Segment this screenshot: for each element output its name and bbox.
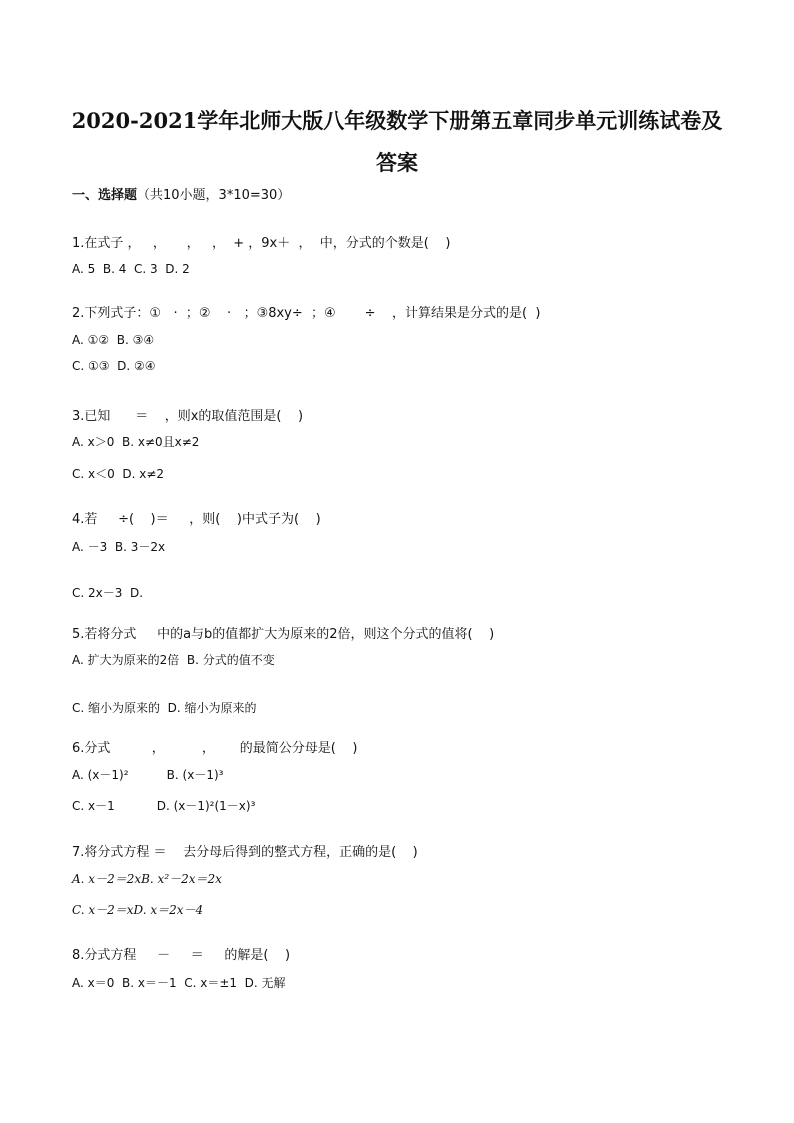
question-1-stem: 1.在式子 ， ， ， ， + ，9x＋ ， 中，分式的个数是( ) (72, 236, 451, 251)
question-3-stem: 3.已知 ＝ ，则x的取值范围是( ) (72, 409, 304, 424)
question-4-stem: 4.若 ÷( )＝ ，则( )中式子为( ) (72, 512, 321, 527)
question-3-options-row-1: A. x＞0 B. x≠0且x≠2 (72, 435, 200, 449)
question-7-options-row-1: A. x－2＝2xB. x²－2x＝2x (72, 872, 222, 886)
document-title-line-1: 2020-2021学年北师大版八年级数学下册第五章同步单元训练试卷及 (71, 108, 723, 133)
section-label: 一、选择题 (72, 188, 138, 203)
question-4-options-row-2: C. 2x－3 D. (72, 586, 144, 600)
question-6-stem: 6.分式 ， ， 的最简公分母是( ) (72, 741, 358, 756)
question-1-options: A. 5 B. 4 C. 3 D. 2 (72, 262, 190, 276)
question-7-options-row-2: C. x－2＝xD. x＝2x－4 (72, 903, 204, 917)
question-6-options-row-1: A. (x－1)² B. (x－1)³ (72, 768, 224, 782)
question-8-options: A. x＝0 B. x＝－1 C. x＝±1 D. 无解 (72, 976, 286, 990)
question-7-stem: 7.将分式方程 ＝ 去分母后得到的整式方程，正确的是( ) (72, 845, 418, 860)
question-5-options-row-1: A. 扩大为原来的2倍 B. 分式的值不变 (72, 653, 275, 667)
question-3-options-row-2: C. x＜0 D. x≠2 (72, 467, 165, 481)
section-heading (72, 188, 290, 204)
question-6-options-row-2: C. x－1 D. (x－1)²(1－x)³ (72, 799, 256, 813)
question-8-stem: 8.分式方程 － ＝ 的解是( ) (72, 948, 291, 963)
question-2-options-row-1: A. ①② B. ③④ (72, 333, 155, 347)
document-title-line-2: 答案 (376, 150, 418, 175)
question-2-stem: 2.下列式子：① · ；② · ；③8xy÷ ；④ ÷ ，计算结果是分式的是( ) (72, 306, 541, 321)
section-note: （共10小题，3*10=30） (137, 188, 291, 203)
question-5-stem: 5.若将分式 中的a与b的值都扩大为原来的2倍，则这个分式的值将( ) (72, 627, 495, 642)
question-4-options-row-1: A. －3 B. 3－2x (72, 540, 166, 554)
question-5-options-row-2: C. 缩小为原来的 D. 缩小为原来的 (72, 701, 257, 715)
question-2-options-row-2: C. ①③ D. ②④ (72, 359, 156, 373)
